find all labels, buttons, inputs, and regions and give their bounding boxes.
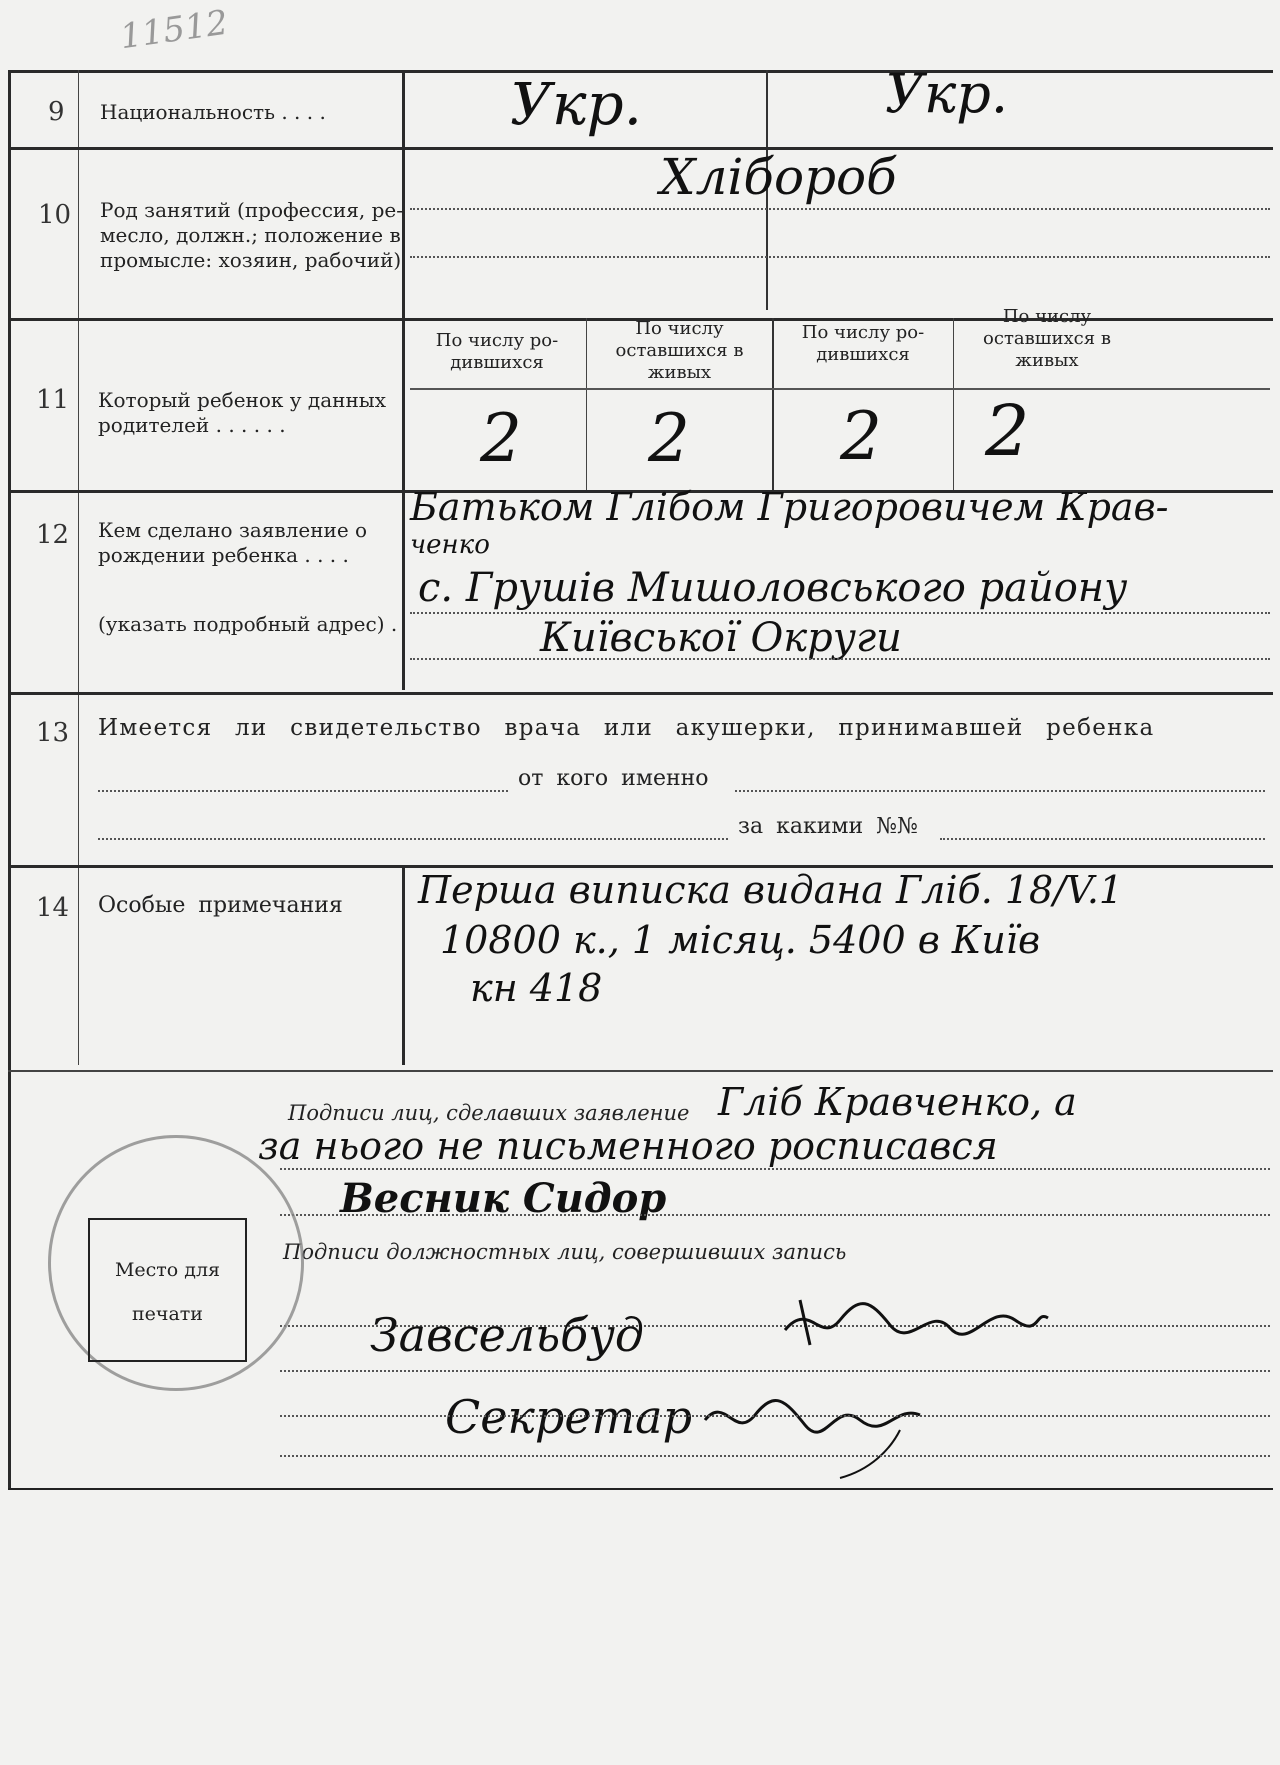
row-12-bottom (8, 692, 1273, 695)
official-signature-line: Завсельбуд (370, 1308, 645, 1362)
row-12-label (98, 518, 367, 568)
officials-signature-label: Подписи должностных лиц, совершивших запись (283, 1240, 847, 1264)
row-11-header-alive (592, 318, 767, 384)
row-12-label-line: Кем сделано заявление о (98, 518, 368, 542)
row-11-label-line: родителей . . . . . . (98, 413, 286, 437)
column-divider-inner (78, 70, 79, 1065)
row-14-note-line: Перша виписка видана Гліб. 18/V.1 (418, 868, 1124, 912)
header-line: По числу ро- (435, 330, 559, 351)
header-line: дившихся (450, 352, 544, 373)
column-divider-label (402, 70, 405, 690)
row-11-header-divider (410, 388, 1270, 390)
applicant-signature-line: Гліб Кравченко, а (718, 1080, 1077, 1124)
header-line: живых (647, 362, 712, 383)
row-10-occupation: Хлібороб (660, 148, 897, 206)
applicant-signature-line: Весник Сидор (340, 1175, 667, 1222)
official-signature-scribble (780, 1290, 1050, 1350)
header-line: По числу (635, 318, 724, 339)
frame-bottom (8, 1488, 1273, 1490)
signature-dotted-line (280, 1214, 1270, 1216)
row-11-value-born: 2 (480, 400, 522, 477)
signature-dotted-line (280, 1455, 1270, 1457)
row-10-label (100, 198, 403, 273)
row-12-address-line: с. Грушів Мишоловського району (418, 565, 1128, 611)
row-13-dotted-line (940, 838, 1265, 840)
row-12-applicant-line: ченко (410, 530, 490, 560)
row-9-number: 9 (48, 97, 65, 127)
header-line: оставшихся в (983, 328, 1111, 349)
row-11-label (98, 388, 386, 438)
header-line: дившихся (816, 344, 910, 365)
applicants-signature-label: Подписи лиц, сделавших заявление (288, 1101, 690, 1125)
row-11-value-alive-2: 2 (985, 390, 1030, 472)
signature-scribble-icon (780, 1290, 1050, 1350)
official-signature-line: Секретар (445, 1390, 693, 1444)
row-11-label-line: Который ребенок у данных (98, 388, 386, 412)
stamp-place-box (88, 1218, 247, 1362)
row-12-dotted-line (410, 612, 1270, 614)
row-12-dotted-line (410, 658, 1270, 660)
row-14-number: 14 (36, 893, 70, 923)
row-11-col-divider (586, 318, 587, 490)
row-10-label-line: месло, должн.; положение в (100, 223, 401, 247)
row-11-col-divider (772, 318, 774, 490)
top-handwritten-mark: 11512 (117, 2, 231, 58)
row-10-number: 10 (38, 200, 72, 230)
frame-left (8, 70, 11, 1490)
row-14-bottom (8, 1070, 1273, 1072)
signature-dotted-line (280, 1370, 1270, 1372)
row-11-value-born-2: 2 (840, 398, 882, 475)
row-13-dotted-line (735, 790, 1265, 792)
applicant-signature-line: за нього не письменного росписався (258, 1124, 998, 1168)
row-13-number: 13 (36, 718, 70, 748)
row-14-note-line: кн 418 (470, 966, 603, 1010)
signature-scribble-icon (700, 1380, 940, 1480)
row-12-applicant-line: Батьком Глібом Григоровичем Крав- (410, 485, 1169, 529)
row-10-label-line: Род занятий (профессия, ре- (100, 198, 403, 222)
header-line: По числу ро- (801, 322, 925, 343)
row-12-label-line: рождении ребенка . . . . (98, 543, 349, 567)
row-12-address-label: (указать подробный адрес) . (98, 612, 398, 636)
row-13-dotted-line (98, 790, 508, 792)
row-13-dotted-line (98, 838, 728, 840)
row-12-address-line: Київської Округи (540, 615, 902, 661)
row-10-dotted-line (410, 256, 1270, 258)
stamp-place-label (90, 1248, 245, 1336)
row-9-bottom (8, 147, 1273, 150)
signature-dotted-line (280, 1168, 1270, 1170)
row-13-question: Имеется ли свидетельство врача или акушерки, принимавшей ребенка (98, 715, 1155, 741)
row-14-label: Особые примечания (98, 893, 343, 918)
row-11-header-born-2 (778, 322, 948, 366)
row-11-header-alive-2 (958, 306, 1136, 372)
row-11-value-alive: 2 (648, 400, 690, 477)
row-10-dotted-line (410, 208, 1270, 210)
header-line: По числу (1002, 306, 1092, 327)
row-12-number: 12 (36, 520, 70, 550)
row-13-from-whom: от кого именно (518, 766, 709, 791)
column-divider-label-2 (402, 865, 405, 1065)
row-11-number: 11 (36, 385, 70, 415)
row-10-label-line: промысле: хозяин, рабочий) (100, 248, 402, 272)
row-9-father-nationality: Укр. (510, 70, 643, 138)
row-13-numbers: за какими №№ (738, 814, 918, 839)
header-line: оставшихся в (615, 340, 744, 361)
secretary-signature-scribble (700, 1380, 940, 1480)
row-11-col-divider (953, 318, 954, 490)
row-9-label: Национальность . . . . (100, 100, 326, 124)
stamp-label-line: печати (132, 1303, 203, 1325)
row-9-mother-nationality: Укр. (885, 62, 1009, 125)
header-line: живых (1015, 350, 1079, 371)
row-11-header-born (412, 330, 582, 374)
signature-dotted-line (280, 1415, 1270, 1417)
row-14-note-line: 10800 к., 1 місяц. 5400 в Київ (440, 918, 1041, 962)
stamp-label-line: Место для (114, 1259, 221, 1281)
